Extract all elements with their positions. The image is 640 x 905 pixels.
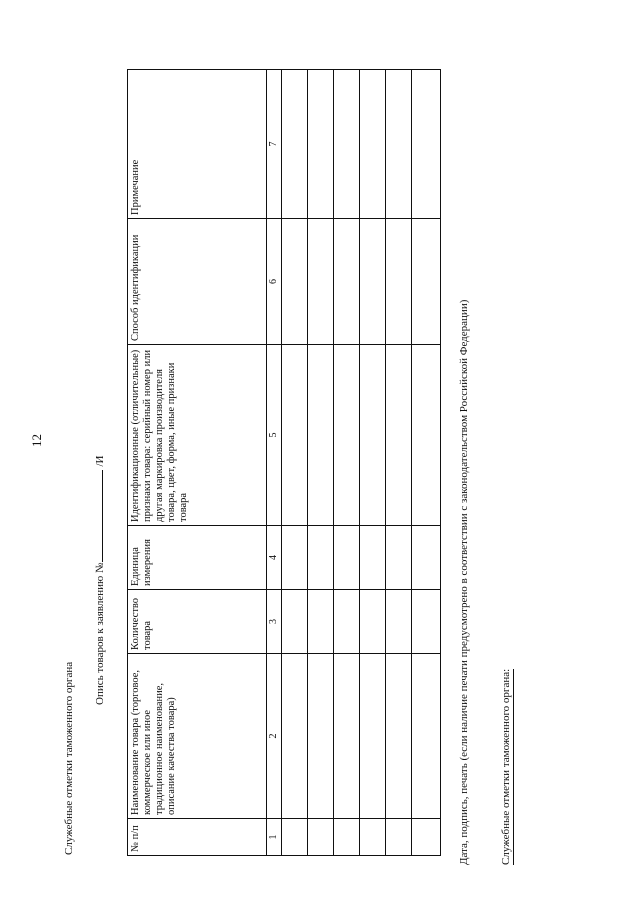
table-row [334,70,360,856]
table-cell [386,345,412,526]
table-cell [412,654,441,819]
table-cell [282,219,308,345]
goods-inventory-table [127,69,441,856]
table-cell [282,526,308,590]
table-row [282,70,308,856]
table-cell [334,654,360,819]
table-row [412,70,441,856]
table-cell [412,819,441,856]
table-row [386,70,412,856]
customs-marks-header: Служебные отметки таможенного органа [63,661,75,855]
col-header-quantity: Количество товара [128,590,267,654]
table-cell [334,345,360,526]
col-header-identification-method: Способ идентификации [128,219,267,345]
table-cell [308,590,334,654]
col-header-number: № п/п [128,819,267,856]
table-cell [360,590,386,654]
table-cell [308,345,334,526]
col-header-unit: Единица измерения [128,526,267,590]
table-cell [334,590,360,654]
table-cell [360,219,386,345]
column-number: 5 [267,345,282,526]
table-cell [308,526,334,590]
column-number: 2 [267,654,282,819]
table-cell [282,819,308,856]
table-cell [308,654,334,819]
page-number: 12 [29,434,44,447]
table-cell [386,819,412,856]
table-cell [334,70,360,219]
table-cell [360,70,386,219]
table-cell [386,219,412,345]
table-header-row [128,70,267,856]
table-cell [386,654,412,819]
signature-stamp-line: Дата, подпись, печать (если наличие печати предусмотрено в соответствии с законодательством Российской Федерации) [458,299,470,865]
table-cell [334,526,360,590]
table-row [360,70,386,856]
table-cell [412,345,441,526]
title-suffix: /И [94,455,106,467]
column-number: 1 [267,819,282,856]
table-cell [386,70,412,219]
table-cell [412,219,441,345]
col-header-goods-name: Наименование товара (торговое, коммерческое или иное традиционное наименование, описание качества товара) [128,654,267,819]
column-number: 4 [267,526,282,590]
column-number-row [267,70,282,856]
table-cell [282,590,308,654]
table-row [308,70,334,856]
column-number: 6 [267,219,282,345]
title-prefix: Опись товаров к заявлению [94,575,106,705]
table-cell [412,526,441,590]
column-number: 7 [267,70,282,219]
footer-service-marks [500,669,513,865]
table-cell [282,70,308,219]
number-sign: № [94,562,106,574]
table-cell [412,70,441,219]
inventory-title [92,456,107,705]
table-cell [282,654,308,819]
table-cell [360,345,386,526]
footer-service-marks-text: Служебные отметки таможенного органа: [500,668,512,865]
table-cell [308,819,334,856]
col-header-identification-features: Идентификационные (отличительные) признаки товара: серийный номер или другая маркировка производителя товара, цвет, форма, иные признаки товара [128,345,267,526]
application-number-blank [92,470,103,562]
table-cell [308,219,334,345]
table-cell [334,819,360,856]
col-header-note: Примечание [128,70,267,219]
table-cell [412,590,441,654]
table-cell [386,526,412,590]
table-cell [334,219,360,345]
table-cell [386,590,412,654]
table-cell [360,526,386,590]
table-cell [282,345,308,526]
table-cell [360,819,386,856]
table-cell [360,654,386,819]
column-number: 3 [267,590,282,654]
table-cell [308,70,334,219]
